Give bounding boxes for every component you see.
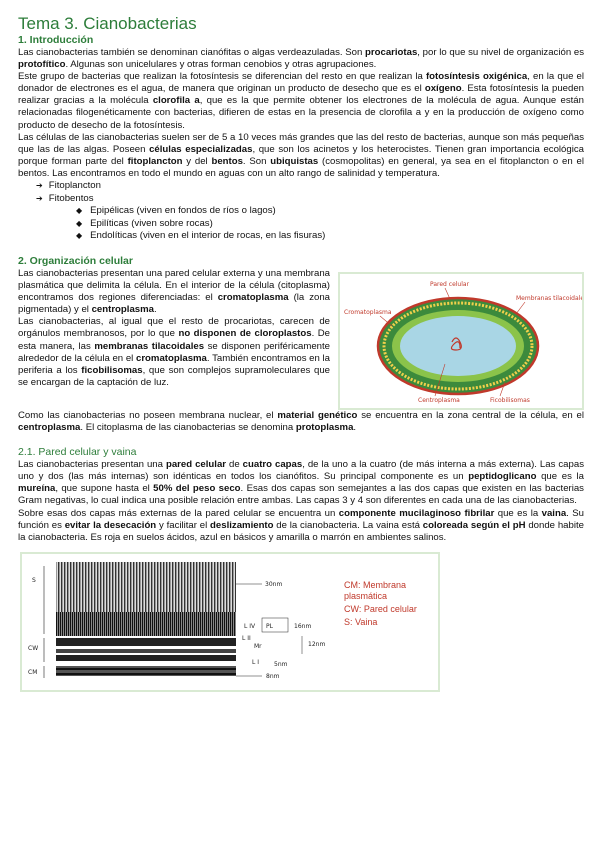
cell-wall-micrograph	[20, 552, 440, 692]
pared-paragraph-1: Las cianobacterias presentan una pared celular de cuatro capas, de la uno a la cuatro (de más interna a más externa). Las capas uno y dos (las más internas) son idénticas en todos los cianófitos. Su principal componente es un peptidoglicano que es la mureína, que supone hasta el 50% del peso seco. Esas dos capas son semejantes a las dos capas que existen en las bacterias Gram negativas, lo cual indica una posible relación entre ambas. Las capas 3 y 4 son diferentes en cada una de las cianobacterias.	[18, 459, 584, 507]
legend-s: S: Vaina	[344, 616, 378, 627]
habitat-list	[18, 180, 584, 243]
legend-cw: CW: Pared celular	[344, 603, 417, 614]
label-cm: CM	[28, 668, 38, 676]
list-item-fitobentos: ➔ Fitobentos	[18, 193, 584, 206]
section-heading-intro: 1. Introducción	[18, 34, 94, 46]
label-pared: Pared celular	[430, 281, 470, 288]
cell-wall-micrograph-svg	[22, 554, 438, 690]
label-membranas: Membranas tilacoidales	[516, 295, 582, 302]
label-centroplasma: Centroplasma	[418, 397, 460, 404]
label-li: L I	[252, 658, 260, 666]
page-title: Tema 3. Cianobacterias	[18, 14, 197, 33]
pared-paragraph-2: Sobre esas dos capas más externas de la pared celular se encuentra un componente mucilaginoso fibrilar que es la vaina. Su función es evitar la desecación y facilitar el deslizamiento de la cianobacteria. La vaina está coloreada según el pH donde habite la cianobacteria. Es roja en suelos ácidos, azul en básicos y amarilla o marrón en ambientes salinos.	[18, 507, 584, 543]
label-8nm: 8nm	[266, 672, 280, 680]
legend-cm-2: plasmática	[344, 590, 388, 601]
label-ficobilisomas: Ficobilisomas	[490, 397, 530, 404]
organizacion-paragraph-2: Las cianobacterias, al igual que el resto de procariotas, carecen de orgánulos membranosos, por lo que no disponen de cloroplastos. De esta manera, las membranas tilacoidales se disponen periféricamente alrededor de la célula en el cromatoplasma. También encontramos en la periferia a los ficobilisomas, que son complejos supramoleculares que se encargan de la captación de luz.	[18, 316, 330, 388]
cell-diagram	[338, 272, 584, 410]
section-heading-pared: 2.1. Pared celular y vaina	[18, 446, 137, 459]
label-lii: L II	[242, 634, 251, 642]
label-5nm: 5nm	[274, 660, 288, 668]
label-12nm: 12nm	[308, 640, 326, 648]
intro-paragraph-2: Este grupo de bacterias que realizan la fotosíntesis se diferencian del resto en que realizan la fotosíntesis oxigénica, en la que el donador de electrones es el agua, de manera que originan un producto de desecho que es el oxígeno. Esta fotosíntesis la pueden realizar gracias a la molécula clorofila a, que es la que permite obtener los electrones de la molécula de agua. Aunque están relacionadas filogenéticamente con bacterias, difieren de estas en la presencia de clorofila a y en la producción de oxígeno como producto de desecho de la fotosíntesis.	[18, 71, 585, 131]
cell-diagram-svg	[340, 274, 582, 408]
wall-layer-shape	[56, 638, 236, 646]
label-s: S	[32, 576, 36, 584]
document-page	[18, 14, 584, 692]
legend-cm: CM: Membrana	[344, 579, 407, 590]
list-item-epiliticas: ◆ Epilíticas (viven sobre rocas)	[18, 218, 584, 231]
centroplasm-shape	[400, 316, 516, 376]
list-item-epipelicas: ◆ Epipélicas (viven en fondos de ríos o lagos)	[18, 205, 584, 218]
intro-paragraph-1: Las cianobacterias también se denominan cianófitas o algas verdeazuladas. Son procariotas, por lo que su nivel de organización es protofítico. Algunas son unicelulares y otras forman cenobios y otras agrupaciones.	[18, 47, 584, 71]
section-heading-organizacion: 2. Organización celular	[18, 255, 133, 267]
label-30nm: 30nm	[265, 580, 283, 588]
label-mr: Mr	[254, 642, 262, 650]
intro-paragraph-3: Las células de las cianobacterias suelen ser de 5 a 10 veces más grandes que las del resto de bacterias, aunque son más pequeñas que las de las algas. Poseen células especializadas, que son los acinetos y los heterocistes. Tienen gran importancia ecológica porque forman parte del fitoplancton y del bentos. Son ubiquistas (cosmopolitas) en general, ya sea en el fitoplancton o en el bentos. Las encontramos en todo el mundo en aguas con un alto rango de salinidad y temperatura.	[18, 131, 584, 179]
label-liv: L IV	[244, 622, 256, 630]
label-pl: PL	[266, 622, 273, 630]
organizacion-paragraph-1: Las cianobacterias presentan una pared celular externa y una membrana plasmática que delimita la célula. En el interior de la célula (citoplasma) encontramos dos regiones diferenciadas: el cromatoplasma (la zona pigmentada) y el centroplasma.	[18, 268, 330, 316]
organizacion-paragraph-3: Como las cianobacterias no poseen membrana nuclear, el material genético se encuentra en la zona central de la célula, en el centroplasma. El citoplasma de las cianobacterias se denomina protoplasma.	[18, 410, 584, 434]
list-item-endoliticas: ◆ Endolíticas (viven en el interior de rocas, en las fisuras)	[18, 230, 584, 243]
label-16nm: 16nm	[294, 622, 312, 630]
label-cw: CW	[28, 644, 39, 652]
list-item-fitoplancton: ➔ Fitoplancton	[18, 180, 584, 193]
label-cromatoplasma: Cromatoplasma	[344, 309, 392, 316]
